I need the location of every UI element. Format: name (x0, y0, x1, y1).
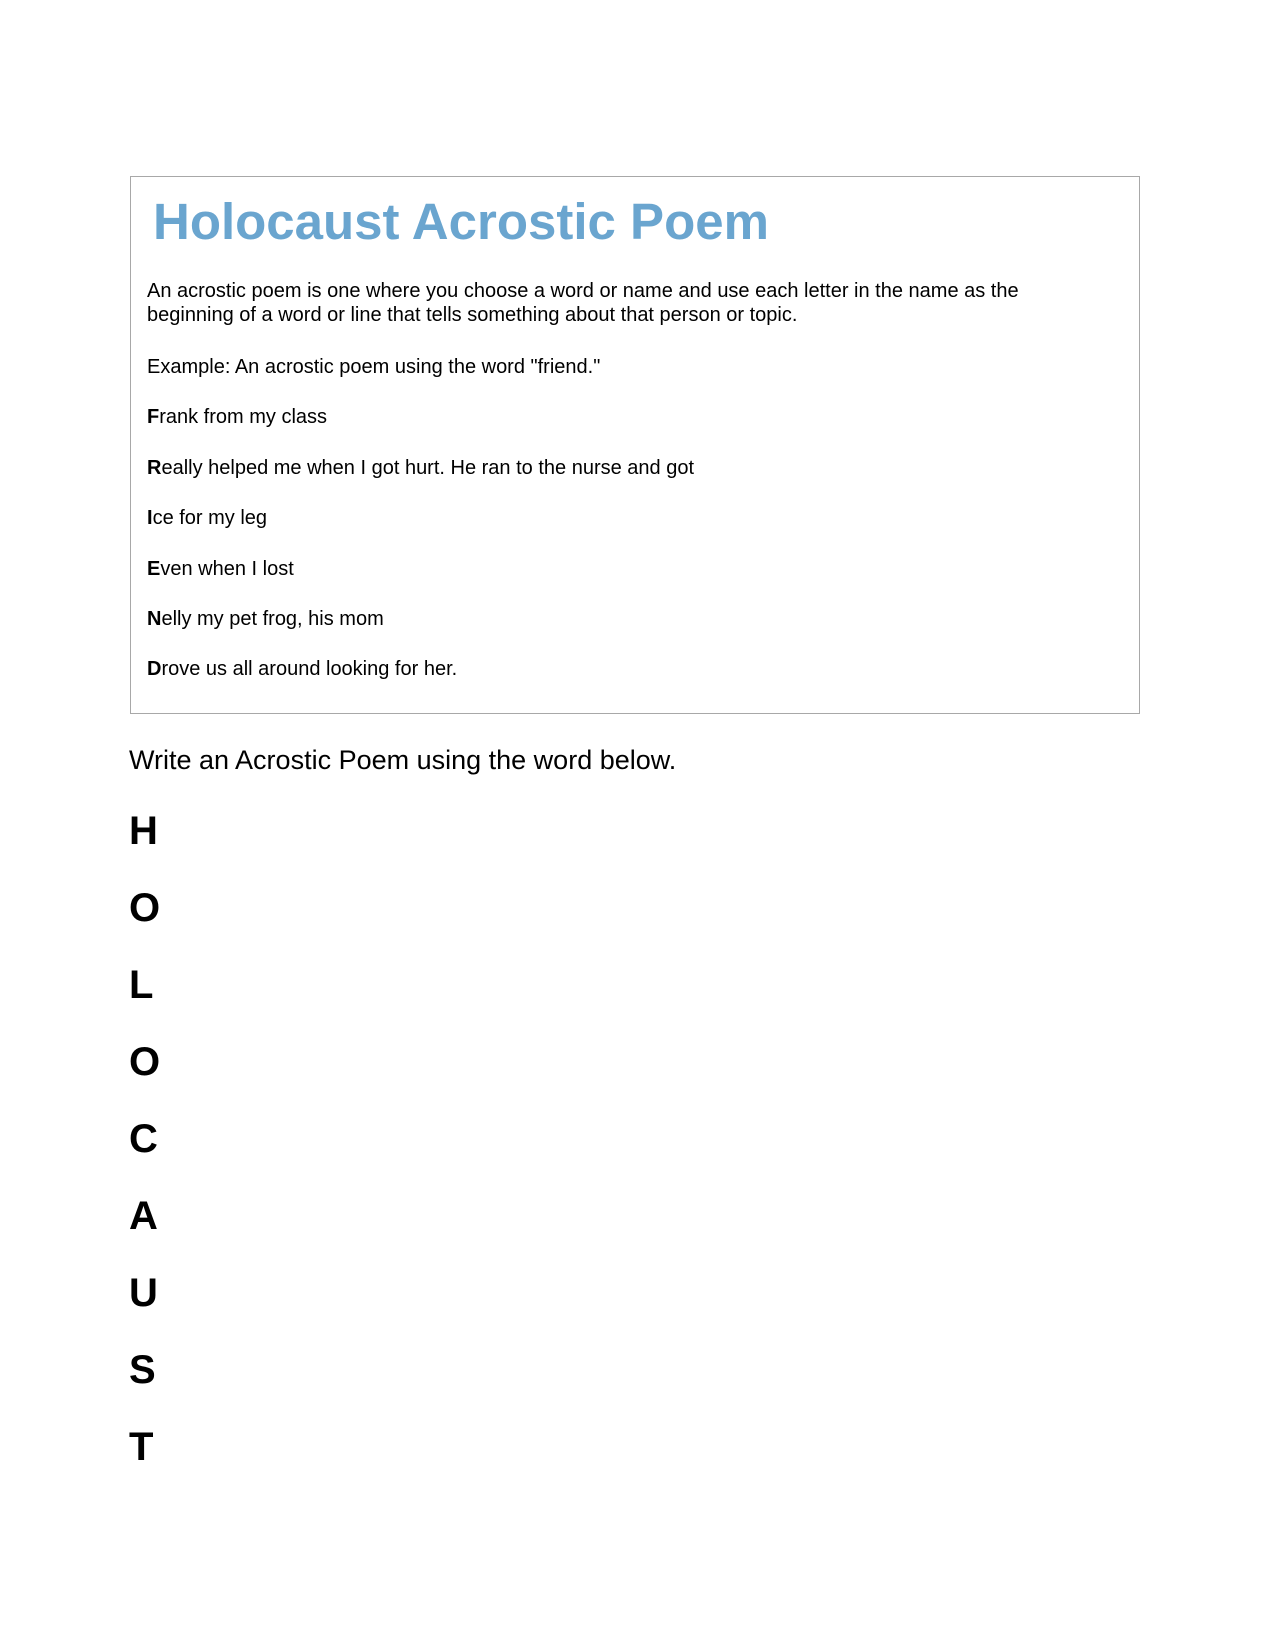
poem-line-i (147, 506, 267, 530)
acrostic-letter: H (129, 809, 158, 853)
acrostic-letter: L (129, 963, 154, 1007)
acrostic-letter: T (129, 1425, 154, 1469)
poem-line-text: eally helped me when I got hurt. He ran to the nurse and got (161, 457, 695, 479)
acrostic-letter: O (129, 886, 161, 930)
poem-line-lead-letter: I (147, 507, 153, 529)
intro-text: An acrostic poem is one where you choose a word or name and use each letter in the name as the beginning of a word or line that tells something about that person or topic. (147, 280, 1019, 326)
example-box (130, 176, 1140, 714)
poem-line-lead-letter: N (147, 608, 162, 630)
poem-line-text: rank from my class (159, 406, 328, 428)
acrostic-letter: C (129, 1117, 158, 1161)
acrostic-letter: O (129, 1040, 161, 1084)
poem-line-d (147, 657, 457, 681)
poem-line-lead-letter: R (147, 457, 162, 479)
example-label: Example: An acrostic poem using the word "friend." (147, 356, 601, 378)
acrostic-letter: U (129, 1271, 158, 1315)
poem-line-lead-letter: E (147, 558, 161, 580)
poem-line-text: ce for my leg (152, 507, 268, 529)
poem-line-lead-letter: F (147, 406, 160, 428)
poem-line-lead-letter: D (147, 658, 162, 680)
poem-line-n (147, 607, 384, 631)
poem-line-text: ven when I lost (160, 558, 294, 580)
poem-line-text: rove us all around looking for her. (161, 658, 458, 680)
instruction-text: Write an Acrostic Poem using the word below. (129, 745, 677, 775)
poem-line-f (147, 405, 327, 429)
poem-line-r (147, 456, 694, 480)
poem-line-e (147, 557, 294, 581)
page-title: Holocaust Acrostic Poem (153, 193, 769, 250)
acrostic-letter: A (129, 1194, 158, 1238)
acrostic-letter: S (129, 1348, 156, 1392)
poem-line-text: elly my pet frog, his mom (161, 608, 384, 630)
